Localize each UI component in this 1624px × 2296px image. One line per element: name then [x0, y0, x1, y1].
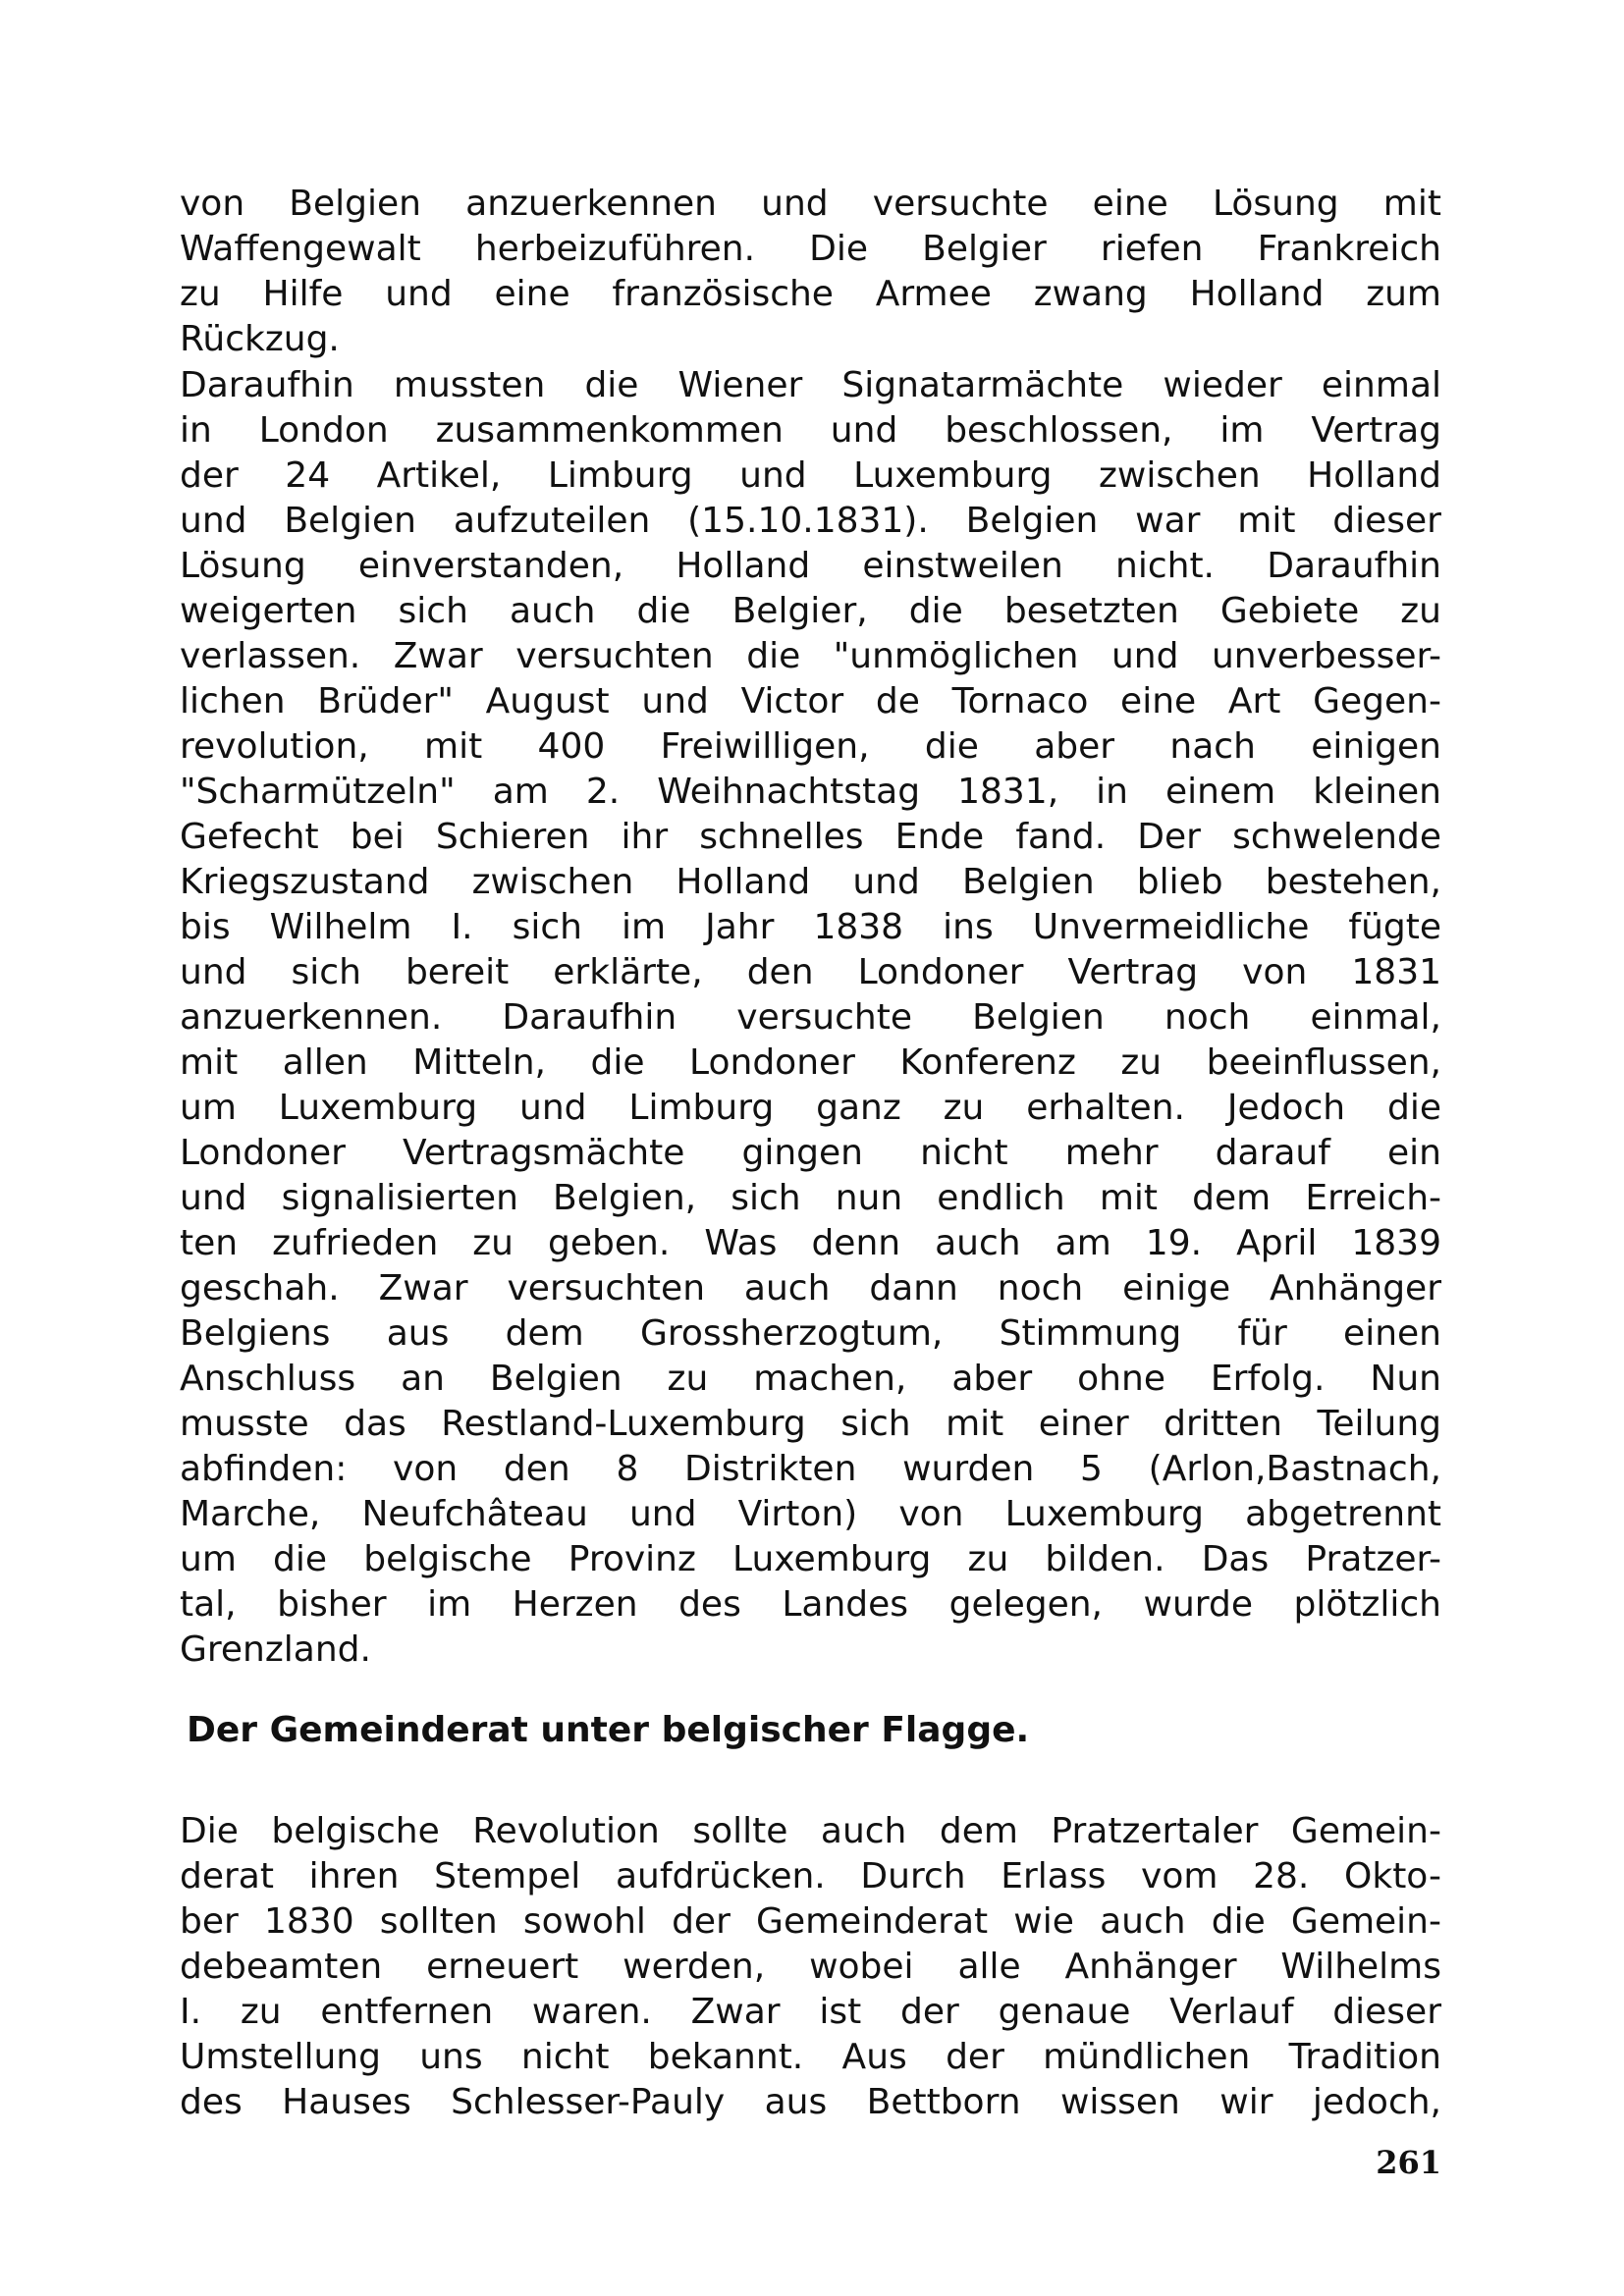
text-line: derat ihren Stempel aufdrücken. Durch Erlass vom 28. Okto- — [180, 1856, 1441, 1896]
text-line: verlassen. Zwar versuchten die "unmöglichen und unverbesser- — [180, 636, 1441, 676]
text-line: lichen Brüder" August und Victor de Tornaco eine Art Gegen- — [180, 681, 1441, 721]
text-line: mit allen Mitteln, die Londoner Konferenz zu beeinflussen, — [180, 1042, 1441, 1083]
text-line: von Belgien anzuerkennen und versuchte eine Lösung mit — [180, 184, 1441, 224]
text-line: bis Wilhelm I. sich im Jahr 1838 ins Unvermeidliche fügte — [180, 907, 1441, 947]
text-line: Grenzland. — [180, 1629, 371, 1670]
text-line: Marche, Neufchâteau und Virton) von Luxemburg abgetrennt — [180, 1494, 1441, 1534]
text-line: anzuerkennen. Daraufhin versuchte Belgien noch einmal, — [180, 997, 1441, 1038]
text-line: in London zusammenkommen und beschlossen, im Vertrag — [180, 410, 1441, 451]
text-line: Londoner Vertragsmächte gingen nicht mehr darauf ein — [180, 1133, 1441, 1173]
text-line: der 24 Artikel, Limburg und Luxemburg zwischen Holland — [180, 455, 1441, 496]
text-line: musste das Restland-Luxemburg sich mit einer dritten Teilung — [180, 1404, 1441, 1444]
text-line: um die belgische Provinz Luxemburg zu bilden. Das Pratzer- — [180, 1539, 1441, 1579]
text-line: debeamten erneuert werden, wobei alle Anhänger Wilhelms — [180, 1947, 1441, 1987]
text-line: zu Hilfe und eine französische Armee zwang Holland zum — [180, 274, 1441, 314]
text-line: Lösung einverstanden, Holland einstweilen nicht. Daraufhin — [180, 546, 1441, 586]
text-line: abfinden: von den 8 Distrikten wurden 5 (Arlon,Bastnach, — [180, 1449, 1441, 1489]
text-line: geschah. Zwar versuchten auch dann noch einige Anhänger — [180, 1268, 1441, 1308]
text-line: I. zu entfernen waren. Zwar ist der genaue Verlauf dieser — [180, 1992, 1441, 2032]
text-line: um Luxemburg und Limburg ganz zu erhalten. Jedoch die — [180, 1088, 1441, 1128]
text-line: Rückzug. — [180, 319, 340, 359]
text-line: Gefecht bei Schieren ihr schnelles Ende fand. Der schwelende — [180, 817, 1441, 857]
text-line: und signalisierten Belgien, sich nun endlich mit dem Erreich- — [180, 1178, 1441, 1218]
section-heading: Der Gemeinderat unter belgischer Flagge. — [187, 1710, 1030, 1750]
text-line: Waffengewalt herbeizuführen. Die Belgier riefen Frankreich — [180, 229, 1441, 269]
text-line: weigerten sich auch die Belgier, die besetzten Gebiete zu — [180, 591, 1441, 631]
text-line: Belgiens aus dem Grossherzogtum, Stimmung für einen — [180, 1313, 1441, 1354]
text-line: ber 1830 sollten sowohl der Gemeinderat wie auch die Gemein- — [180, 1901, 1441, 1942]
text-line: und sich bereit erklärte, den Londoner Vertrag von 1831 — [180, 952, 1441, 992]
text-line: Daraufhin mussten die Wiener Signatarmächte wieder einmal — [180, 365, 1441, 405]
text-line: revolution, mit 400 Freiwilligen, die aber nach einigen — [180, 726, 1441, 767]
text-line: Die belgische Revolution sollte auch dem Pratzertaler Gemein- — [180, 1811, 1441, 1851]
text-line: des Hauses Schlesser-Pauly aus Bettborn wissen wir jedoch, — [180, 2082, 1441, 2122]
text-line: Kriegszustand zwischen Holland und Belgien blieb bestehen, — [180, 862, 1441, 902]
text-line: tal, bisher im Herzen des Landes gelegen, wurde plötzlich — [180, 1584, 1441, 1625]
text-line: und Belgien aufzuteilen (15.10.1831). Belgien war mit dieser — [180, 501, 1441, 541]
text-line: "Scharmützeln" am 2. Weihnachtstag 1831, in einem kleinen — [180, 772, 1441, 812]
page-number: 261 — [1376, 2144, 1441, 2181]
text-line: ten zufrieden zu geben. Was denn auch am 19. April 1839 — [180, 1223, 1441, 1263]
text-line: Umstellung uns nicht bekannt. Aus der mündlichen Tradition — [180, 2037, 1441, 2077]
text-line: Anschluss an Belgien zu machen, aber ohne Erfolg. Nun — [180, 1359, 1441, 1399]
